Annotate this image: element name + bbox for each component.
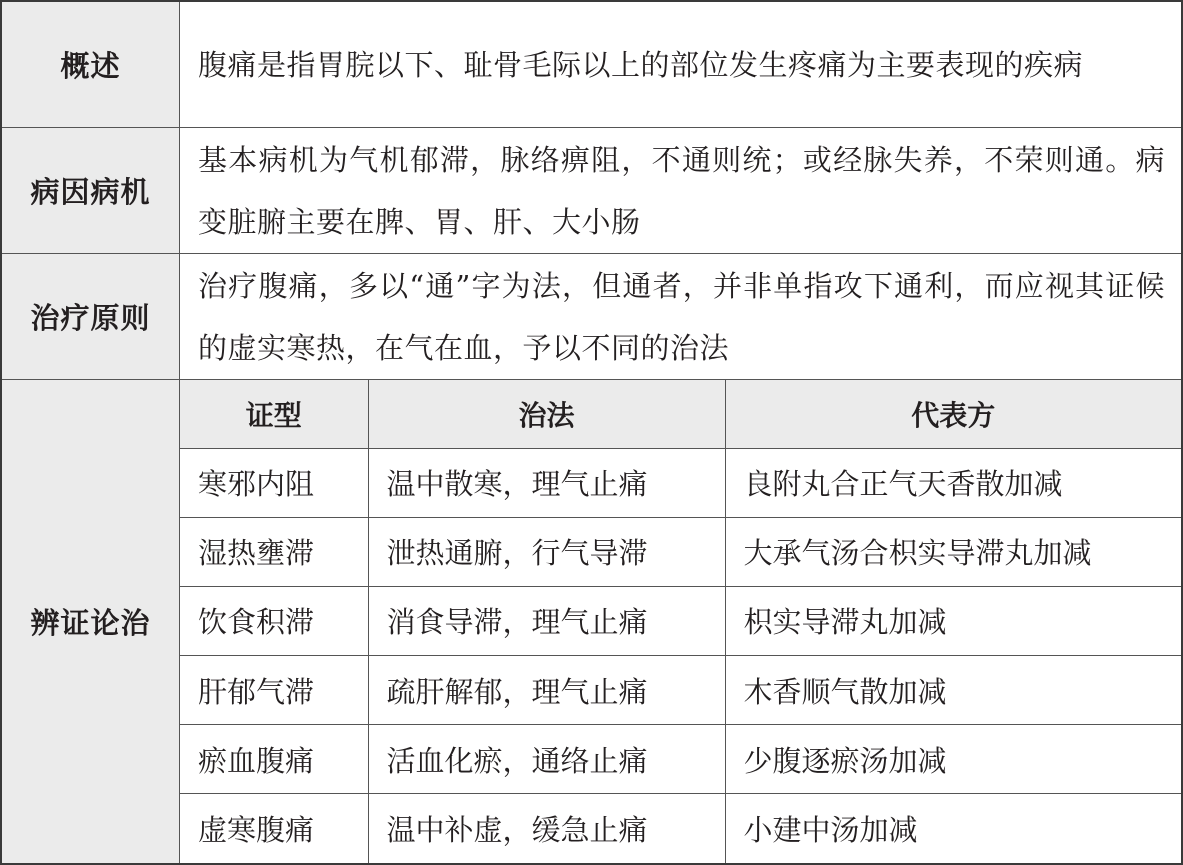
column-header-representative-formula: 代表方 <box>725 380 1181 448</box>
row-label-treatment-principle: 治疗原则 <box>2 254 180 380</box>
etiology-text: 基本病机为气机郁滞，脉络痹阻，不通则统；或经脉失养，不荣则通。病变脏腑主要在脾、胃、肝、大小肠 <box>198 142 1165 239</box>
syndrome-type-cell: 肝郁气滞 <box>180 655 368 724</box>
row-label-overview: 概述 <box>2 2 180 128</box>
table-row <box>180 725 1181 794</box>
row-label-etiology: 病因病机 <box>2 128 180 254</box>
syndrome-subtable-container <box>180 380 1181 863</box>
table-row <box>180 517 1181 586</box>
representative-formula-cell: 少腹逐瘀汤加减 <box>725 725 1181 794</box>
table-row <box>180 448 1181 517</box>
treatment-method-cell: 疏肝解郁，理气止痛 <box>368 655 725 724</box>
treatment-method-cell: 温中散寒，理气止痛 <box>368 448 725 517</box>
column-header-treatment-method: 治法 <box>368 380 725 448</box>
representative-formula-cell: 小建中汤加减 <box>743 813 918 848</box>
treatment-method-cell: 泄热通腑，行气导滞 <box>368 517 725 586</box>
row-content-overview <box>180 2 1181 128</box>
syndrome-type-cell: 湿热壅滞 <box>180 517 368 586</box>
representative-formula-cell: 大承气汤合枳实导滞丸加减 <box>725 517 1181 586</box>
syndrome-subtable <box>180 380 1181 863</box>
table-row <box>180 794 1181 863</box>
row-content-treatment-principle <box>180 254 1181 380</box>
treatment-method-cell: 温中补虚，缓急止痛 <box>368 794 725 863</box>
syndrome-type-cell: 饮食积滞 <box>180 586 368 655</box>
syndrome-type-cell: 寒邪内阻 <box>180 448 368 517</box>
table-row <box>180 655 1181 724</box>
representative-formula-cell: 木香顺气散加减 <box>725 655 1181 724</box>
treatment-method-cell: 活血化瘀，通络止痛 <box>368 725 725 794</box>
syndrome-type-cell: 瘀血腹痛 <box>180 725 368 794</box>
row-content-etiology <box>180 128 1181 254</box>
treatment-principle-text: 治疗腹痛，多以“通”字为法，但通者，并非单指攻下通利，而应视其证候的虚实寒热，在气在血，予以不同的治法 <box>198 268 1165 365</box>
representative-formula-cell: 良附丸合正气天香散加减 <box>725 448 1181 517</box>
table-row <box>180 586 1181 655</box>
representative-formula-cell: 枳实导滞丸加减 <box>725 586 1181 655</box>
subtable-header-row <box>180 380 1181 448</box>
syndrome-type-cell: 虚寒腹痛 <box>180 794 368 863</box>
column-header-syndrome-type: 证型 <box>180 380 368 448</box>
treatment-method-cell: 消食导滞，理气止痛 <box>368 586 725 655</box>
row-label-syndrome-differentiation: 辨证论治 <box>2 380 180 863</box>
overview-text: 腹痛是指胃脘以下、耻骨毛际以上的部位发生疼痛为主要表现的疾病 <box>198 47 1084 82</box>
